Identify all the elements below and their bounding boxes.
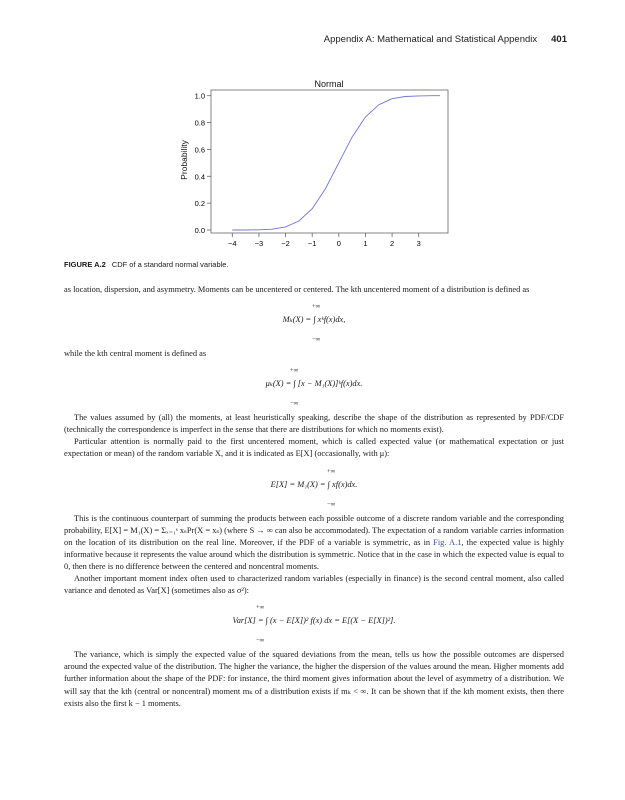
x-tick-label: 1	[363, 239, 368, 248]
integral-upper: +∞	[290, 367, 299, 375]
y-tick-label: 1.0	[194, 91, 205, 101]
equation-variance	[64, 602, 564, 644]
cdf-chart	[0, 0, 625, 260]
caption-text: CDF of a standard normal variable.	[111, 260, 229, 269]
cdf-series-line	[232, 96, 440, 230]
paragraph-4: Particular attention is normally paid to the first uncentered moment, which is called expected value (or mathematical expectation or just expectation or mean) of the random variable X, and it is indicated as E[X] (occasionally, with μ):	[64, 437, 564, 459]
figure-caption	[64, 260, 229, 269]
header-title: Appendix A: Mathematical and Statistical Appendix	[323, 34, 538, 45]
x-tick-label: −1	[307, 239, 317, 248]
integral-upper: +∞	[327, 467, 336, 475]
equation-2: μₖ(X) = ∫ [x − M₁(X)]ᵏf(x)dx.	[265, 379, 363, 389]
paragraph-3: The values assumed by (all) the moments, at least heuristically speaking, describe the shape of the distribution as represented by PDF/CDF (technically the correspondence is imperfect in the sense that there are distributions for which no moments exist).	[64, 413, 564, 435]
paragraph-2: while the kth central moment is defined as	[64, 349, 207, 359]
integral-lower: −∞	[327, 500, 336, 508]
paragraph-5-b: , the expected value is highly informative because it represents the value around which the distribution is symmetric. Notice that in the case in which the expected value is equal to 0, then there is no difference between the centered and noncentral moments.	[64, 537, 564, 571]
y-tick-label: 0.8	[194, 118, 205, 128]
paragraph-1: as location, dispersion, and asymmetry. Moments can be uncentered or centered. The kth uncentered moment of a distribution is defined as	[64, 285, 530, 294]
integral-lower: −∞	[312, 336, 321, 344]
integral-upper: +∞	[256, 604, 265, 612]
paragraph-5-a: This is the continuous counterpart of summing the products between each possible outcome of a discrete random variable and the corresponding probability, E[X] = M₁(X) = Σₓ₌₁ˢ xₛPr(X = xₛ) (where S → ∞ can also be accommodated). The expectation of a random variable carries information on the location of its distribution on the real line. Moreover, if the PDF of a variable is symmetric, as in	[64, 513, 564, 547]
x-tick-label: −2	[281, 239, 290, 248]
paragraph-7: The variance, which is simply the expected value of the squared deviations from the mean, tells us how the possible outcomes are dispersed around the expected value of the distribution. The higher the variance, the higher the dispersion of the values around the mean. Higher moments add further information about the shape of the PDF: for instance, the third moment gives information about the level of asymmetry of a distribution. We will say that the kth (central or noncentral) moment mₖ of a distribution exists if mₖ < ∞. It can be shown that if the kth moment exists, then there exists also the first k − 1 moments.	[64, 650, 564, 708]
y-tick-label: 0.4	[194, 172, 205, 182]
y-tick-label: 0.0	[194, 226, 205, 235]
equation-expectation	[64, 466, 564, 508]
y-tick-label: 0.2	[194, 199, 205, 209]
x-tick-label: 2	[389, 239, 395, 248]
equation-3: E[X] = M₁(X) = ∫ xf(x)dx.	[270, 479, 358, 489]
page-number: 401	[551, 34, 567, 45]
paragraph-6: Another important moment index often used to characterized random variables (especially in finance) is the second central moment, also called variance and denoted as Var[X] (sometimes also as σ²):	[64, 574, 564, 596]
integral-upper: +∞	[312, 303, 321, 311]
integral-lower: −∞	[290, 400, 299, 408]
equation-1: Mₖ(X) = ∫ xᵏf(x)dx,	[282, 315, 346, 325]
plot-frame	[211, 90, 448, 233]
x-tick-label: −3	[254, 239, 264, 248]
equation-uncentered-moment	[64, 301, 564, 343]
x-tick-label: 0	[336, 239, 341, 248]
paragraph-5	[64, 513, 564, 573]
equation-central-moment	[64, 365, 564, 407]
body-text	[64, 284, 564, 710]
equation-4: Var[X] = ∫ (x − E[X])² f(x) dx = E[(X − E[X])²].	[232, 616, 396, 626]
y-tick-label: 0.6	[194, 145, 205, 155]
x-tick-label: 3	[416, 239, 421, 248]
figure-label: FIGURE A.2	[64, 260, 106, 269]
x-tick-label: −4	[228, 239, 237, 248]
chart-title: Normal	[314, 79, 344, 89]
integral-lower: −∞	[256, 637, 265, 645]
figure-a1-link[interactable]: Fig. A.1	[433, 537, 462, 547]
y-axis-label: Probability	[179, 140, 189, 180]
